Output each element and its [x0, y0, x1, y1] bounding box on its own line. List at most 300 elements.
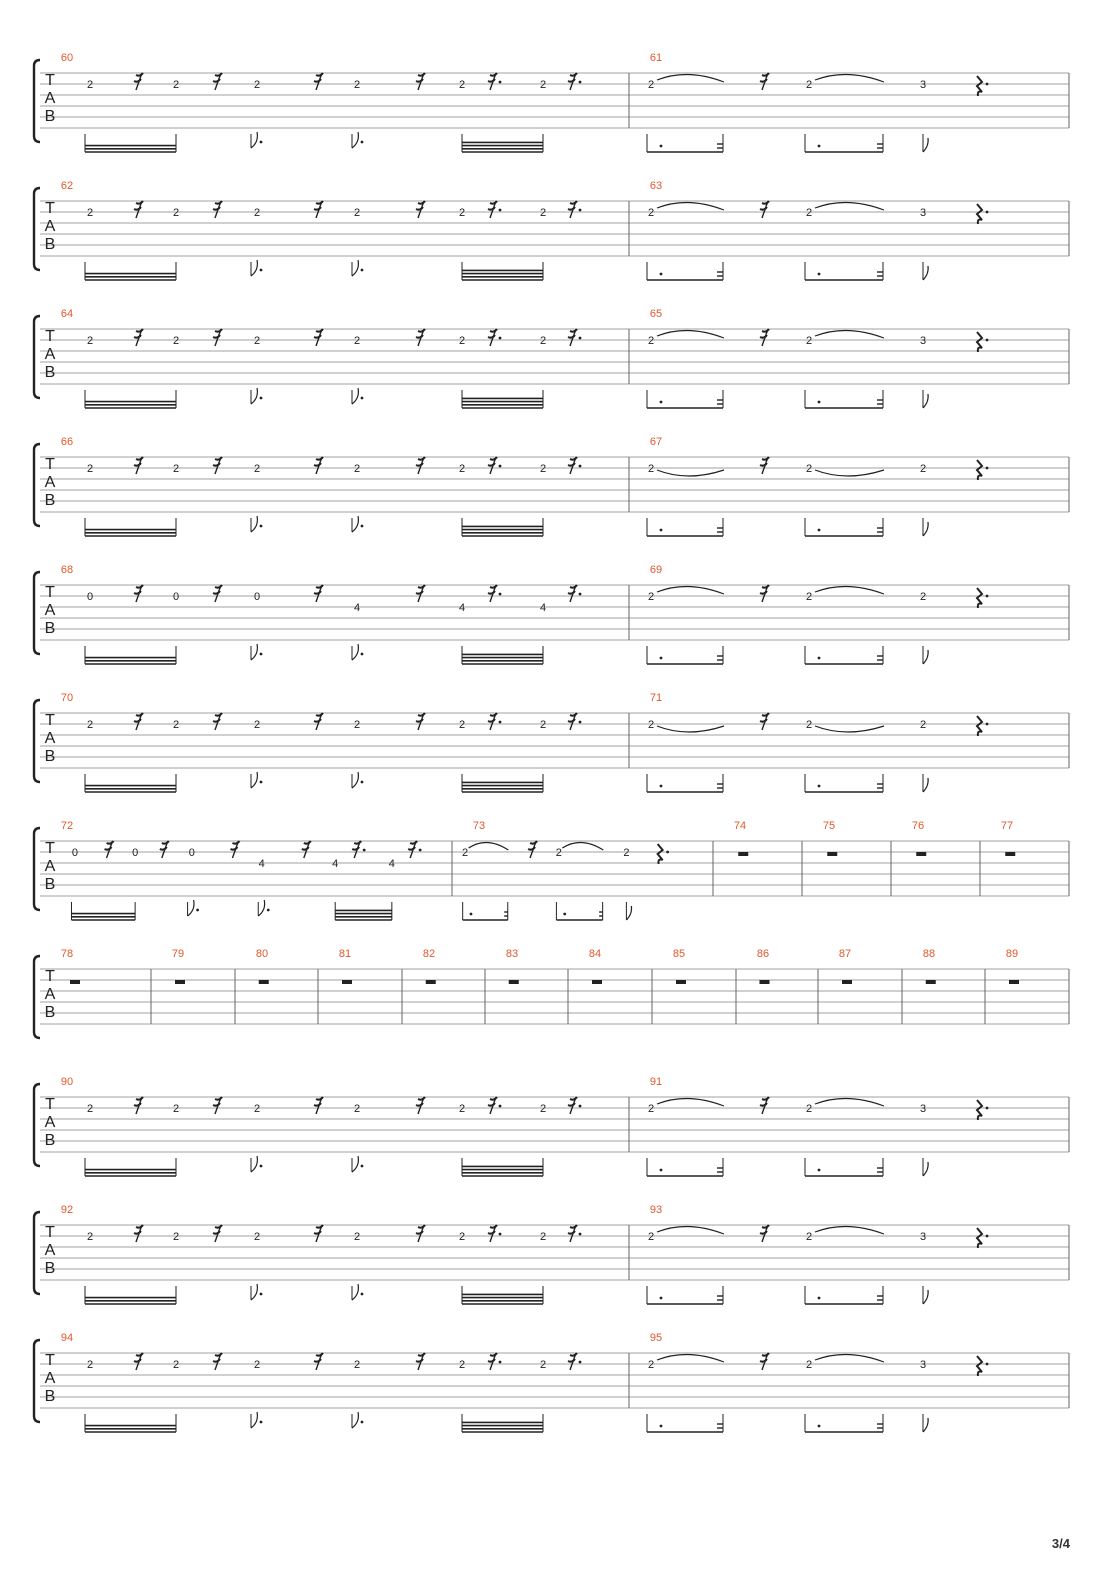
fret-number: 2: [172, 1231, 180, 1243]
tie-arc: [657, 1226, 724, 1234]
tab-system: [34, 436, 1069, 536]
fret-number: 2: [647, 1103, 655, 1115]
tab-clef-letter: A: [44, 1242, 56, 1259]
note-flag: [923, 1418, 928, 1432]
tie-arc: [657, 330, 724, 338]
rest-quarter: [977, 1356, 982, 1376]
note-flag: [923, 650, 928, 664]
rest-quarter: [977, 332, 982, 352]
rest-flag: [568, 1103, 575, 1106]
whole-rest: [738, 852, 748, 856]
note-flag: [352, 260, 358, 276]
fret-number: 2: [353, 1103, 361, 1115]
note-dot: [260, 653, 263, 656]
note-flag: [251, 260, 257, 276]
measure-number: 70: [60, 692, 74, 704]
fret-number: 2: [539, 79, 547, 91]
fret-number: 2: [539, 719, 547, 731]
rest-dot: [579, 209, 582, 212]
fret-number: 2: [253, 1231, 261, 1243]
rest-flag: [314, 1359, 321, 1362]
rest-dot: [986, 595, 989, 598]
tab-clef-letter: T: [45, 584, 55, 601]
fret-number: 2: [86, 1359, 94, 1371]
rest-dot: [579, 1105, 582, 1108]
whole-rest: [259, 980, 269, 984]
rest-quarter: [977, 1100, 982, 1120]
rest-dot: [986, 723, 989, 726]
measure: [462, 820, 669, 920]
measure-number: 87: [838, 948, 852, 960]
note-dot: [470, 913, 473, 916]
tab-clef-letter: B: [44, 1260, 56, 1277]
rest-dot: [499, 465, 502, 468]
fret-number: 2: [353, 719, 361, 731]
fret-number: 2: [647, 463, 655, 475]
measure: [172, 948, 185, 984]
note-dot: [260, 1421, 263, 1424]
measure-number: 88: [922, 948, 936, 960]
rest-flag: [488, 719, 495, 722]
tie-arc: [815, 1098, 884, 1106]
fret-number: 3: [919, 1103, 927, 1115]
rest-flag: [134, 1359, 141, 1362]
tie-arc: [815, 1354, 884, 1362]
rest-flag: [134, 79, 141, 82]
rest-flag: [134, 1103, 141, 1106]
tab-clef-letter: B: [44, 236, 56, 253]
fret-number: 2: [86, 79, 94, 91]
measure-number: 91: [649, 1076, 663, 1088]
measure: [823, 820, 837, 856]
rest-flag: [213, 207, 220, 210]
rest-flag: [760, 1231, 767, 1234]
note-dot: [361, 1165, 364, 1168]
fret-number: 2: [647, 591, 655, 603]
fret-number: 2: [353, 1231, 361, 1243]
note-dot: [361, 525, 364, 528]
rest-flag: [568, 207, 575, 210]
note-dot: [660, 1169, 663, 1172]
note-dot: [660, 1297, 663, 1300]
rest-dot: [579, 337, 582, 340]
tab-system: [34, 308, 1069, 408]
fret-number: 2: [458, 719, 466, 731]
rest-dot: [499, 1233, 502, 1236]
tab-clef-letter: T: [45, 328, 55, 345]
tab-clef-letter: A: [44, 602, 56, 619]
rest-flag: [760, 591, 767, 594]
rest-dot: [986, 467, 989, 470]
measure-number: 72: [60, 820, 74, 832]
fret-number: 2: [919, 719, 927, 731]
rest-dot: [666, 851, 669, 854]
note-flag: [258, 900, 264, 916]
whole-rest: [760, 980, 770, 984]
note-flag: [251, 772, 257, 788]
whole-rest: [842, 980, 852, 984]
measure-number: 74: [733, 820, 747, 832]
rest-flag: [416, 463, 423, 466]
tab-clef-letter: A: [44, 346, 56, 363]
measure: [339, 948, 352, 984]
measure-number: 60: [60, 52, 74, 64]
note-dot: [361, 1421, 364, 1424]
rest-dot: [499, 1361, 502, 1364]
measure: [647, 1076, 988, 1176]
fret-number: 2: [805, 1231, 813, 1243]
rest-flag: [488, 1359, 495, 1362]
tab-clef-letter: B: [44, 364, 56, 381]
measure-number: 77: [1000, 820, 1014, 832]
fret-number: 2: [353, 79, 361, 91]
fret-number: 2: [805, 591, 813, 603]
fret-number: 2: [86, 719, 94, 731]
rest-flag: [416, 1103, 423, 1106]
rest-flag: [568, 1231, 575, 1234]
rest-quarter: [977, 716, 982, 736]
note-dot: [267, 909, 270, 912]
note-dot: [660, 657, 663, 660]
rest-quarter: [977, 460, 982, 480]
rest-flag: [408, 847, 415, 850]
fret-number: 2: [353, 335, 361, 347]
note-flag: [352, 1156, 358, 1172]
fret-number: 0: [132, 847, 139, 859]
note-flag: [923, 266, 928, 280]
note-dot: [260, 141, 263, 144]
fret-number: 2: [172, 207, 180, 219]
fret-number: 4: [258, 858, 265, 870]
rest-flag: [314, 591, 321, 594]
note-flag: [923, 522, 928, 536]
note-flag: [251, 644, 257, 660]
fret-number: 2: [253, 335, 261, 347]
tab-clef-letter: B: [44, 748, 56, 765]
fret-number: 2: [253, 79, 261, 91]
rest-flag: [314, 1103, 321, 1106]
fret-number: 2: [172, 335, 180, 347]
fret-number: 2: [253, 207, 261, 219]
rest-flag: [760, 335, 767, 338]
rest-dot: [986, 83, 989, 86]
note-flag: [352, 388, 358, 404]
note-flag: [352, 132, 358, 148]
note-dot: [818, 273, 821, 276]
rest-dot: [499, 81, 502, 84]
measure: [589, 948, 602, 984]
whole-rest: [509, 980, 519, 984]
rest-dot: [499, 721, 502, 724]
tab-clef-letter: T: [45, 840, 55, 857]
tab-clef-letter: A: [44, 90, 56, 107]
fret-number: 2: [458, 1231, 466, 1243]
rest-quarter: [977, 588, 982, 608]
fret-number: 2: [805, 719, 813, 731]
measure: [61, 948, 80, 984]
measure-number: 78: [60, 948, 74, 960]
measure: [647, 436, 988, 536]
fret-number: 4: [353, 602, 361, 614]
rest-flag: [213, 79, 220, 82]
rest-flag: [314, 1231, 321, 1234]
fret-number: 2: [539, 207, 547, 219]
rest-flag: [760, 463, 767, 466]
fret-number: 2: [458, 463, 466, 475]
measure: [923, 948, 936, 984]
measure: [647, 52, 988, 152]
rest-flag: [213, 1231, 220, 1234]
measure: [423, 948, 436, 984]
measure: [734, 820, 748, 856]
rest-dot: [579, 1361, 582, 1364]
tab-clef-letter: T: [45, 1224, 55, 1241]
tab-clef-letter: B: [44, 620, 56, 637]
rest-flag: [568, 719, 575, 722]
note-dot: [818, 145, 821, 148]
rest-dot: [419, 849, 422, 852]
system-bracket: [34, 444, 40, 526]
fret-number: 2: [647, 1359, 655, 1371]
note-flag: [626, 906, 631, 920]
fret-number: 2: [86, 463, 94, 475]
measure: [647, 308, 988, 408]
rest-flag: [568, 591, 575, 594]
measure: [647, 1204, 988, 1304]
fret-number: 4: [458, 602, 466, 614]
note-dot: [361, 1293, 364, 1296]
note-flag: [251, 1156, 257, 1172]
whole-rest: [175, 980, 185, 984]
tie-arc: [815, 586, 884, 594]
note-flag: [352, 644, 358, 660]
note-dot: [361, 397, 364, 400]
note-dot: [260, 397, 263, 400]
rest-flag: [160, 847, 167, 850]
note-dot: [818, 401, 821, 404]
rest-dot: [579, 1233, 582, 1236]
measure: [256, 948, 269, 984]
tie-arc: [657, 726, 724, 732]
fret-number: 0: [188, 847, 195, 859]
rest-quarter: [658, 844, 663, 864]
tie-arc: [815, 202, 884, 210]
measure: [1006, 948, 1019, 984]
rest-flag: [314, 207, 321, 210]
measure-number: 76: [911, 820, 925, 832]
tie-arc: [657, 74, 724, 82]
tab-system: [34, 1076, 1069, 1176]
measure-number: 73: [472, 820, 486, 832]
rest-dot: [579, 465, 582, 468]
note-flag: [923, 138, 928, 152]
tab-clef-letter: T: [45, 1352, 55, 1369]
rest-dot: [986, 211, 989, 214]
rest-flag: [213, 335, 220, 338]
measure-number: 68: [60, 564, 74, 576]
system-bracket: [34, 316, 40, 398]
whole-rest: [827, 852, 837, 856]
tab-clef-letter: T: [45, 72, 55, 89]
rest-flag: [416, 335, 423, 338]
note-dot: [818, 1425, 821, 1428]
note-flag: [923, 1162, 928, 1176]
fret-number: 2: [458, 1103, 466, 1115]
rest-flag: [760, 719, 767, 722]
system-bracket: [34, 700, 40, 782]
measure: [61, 52, 582, 152]
measure-number: 69: [649, 564, 663, 576]
measure: [647, 1332, 988, 1432]
fret-number: 0: [253, 591, 261, 603]
note-flag: [251, 388, 257, 404]
measure: [61, 180, 582, 280]
measure: [647, 692, 988, 792]
note-dot: [660, 529, 663, 532]
note-flag: [352, 1412, 358, 1428]
measure-number: 86: [756, 948, 770, 960]
measure-number: 62: [60, 180, 74, 192]
page-number: 3/4: [1051, 1536, 1070, 1551]
measure-number: 93: [649, 1204, 663, 1216]
tab-clef-letter: T: [45, 712, 55, 729]
system-bracket: [34, 828, 40, 910]
rest-flag: [213, 591, 220, 594]
note-dot: [818, 529, 821, 532]
whole-rest: [592, 980, 602, 984]
fret-number: 2: [539, 335, 547, 347]
tie-arc: [657, 1354, 724, 1362]
fret-number: 2: [919, 591, 927, 603]
rest-flag: [230, 847, 237, 850]
measure-number: 66: [60, 436, 74, 448]
rest-flag: [488, 463, 495, 466]
rest-quarter: [977, 1228, 982, 1248]
fret-number: 2: [805, 207, 813, 219]
measure: [61, 820, 422, 920]
fret-number: 2: [172, 1103, 180, 1115]
fret-number: 2: [86, 335, 94, 347]
note-dot: [260, 781, 263, 784]
fret-number: 2: [458, 1359, 466, 1371]
fret-number: 2: [647, 335, 655, 347]
fret-number: 3: [919, 1231, 927, 1243]
fret-number: 2: [353, 463, 361, 475]
rest-flag: [134, 1231, 141, 1234]
measure: [61, 1076, 582, 1176]
fret-number: 2: [647, 1231, 655, 1243]
rest-flag: [134, 207, 141, 210]
rest-dot: [363, 849, 366, 852]
note-dot: [818, 1297, 821, 1300]
whole-rest: [426, 980, 436, 984]
measure: [839, 948, 852, 984]
rest-dot: [579, 593, 582, 596]
system-bracket: [34, 1212, 40, 1294]
rest-flag: [416, 79, 423, 82]
note-dot: [260, 525, 263, 528]
measure: [61, 436, 582, 536]
rest-flag: [314, 463, 321, 466]
note-dot: [260, 1165, 263, 1168]
rest-flag: [134, 719, 141, 722]
fret-number: 2: [458, 79, 466, 91]
rest-flag: [760, 1359, 767, 1362]
tie-arc: [562, 842, 603, 850]
note-dot: [660, 1425, 663, 1428]
rest-flag: [488, 79, 495, 82]
system-bracket: [34, 60, 40, 142]
fret-number: 2: [461, 847, 469, 859]
rest-flag: [314, 719, 321, 722]
rest-dot: [579, 81, 582, 84]
rest-flag: [314, 79, 321, 82]
measure: [757, 948, 770, 984]
system-bracket: [34, 1340, 40, 1422]
tab-system: [34, 1332, 1069, 1432]
rest-flag: [105, 847, 112, 850]
tie-arc: [469, 842, 509, 850]
fret-number: 2: [805, 1103, 813, 1115]
fret-number: 2: [86, 207, 94, 219]
note-flag: [923, 1290, 928, 1304]
tab-system: [34, 564, 1069, 664]
rest-flag: [134, 463, 141, 466]
system-bracket: [34, 956, 40, 1038]
note-flag: [923, 778, 928, 792]
note-flag: [251, 1284, 257, 1300]
fret-number: 4: [332, 858, 339, 870]
whole-rest: [676, 980, 686, 984]
rest-flag: [760, 1103, 767, 1106]
whole-rest: [916, 852, 926, 856]
note-flag: [352, 772, 358, 788]
tab-clef-letter: A: [44, 730, 56, 747]
tab-clef-letter: T: [45, 456, 55, 473]
rest-dot: [499, 593, 502, 596]
tab-clef-letter: A: [44, 1370, 56, 1387]
fret-number: 2: [647, 207, 655, 219]
fret-number: 2: [805, 463, 813, 475]
fret-number: 2: [253, 719, 261, 731]
rest-flag: [416, 1359, 423, 1362]
fret-number: 3: [919, 207, 927, 219]
rest-dot: [499, 209, 502, 212]
whole-rest: [70, 980, 80, 984]
tab-system: [34, 692, 1069, 792]
rest-flag: [352, 847, 359, 850]
note-flag: [188, 900, 194, 916]
tab-clef-letter: B: [44, 108, 56, 125]
tab-system: [34, 1204, 1069, 1304]
measure-number: 89: [1005, 948, 1019, 960]
rest-flag: [416, 207, 423, 210]
note-dot: [196, 909, 199, 912]
whole-rest: [1009, 980, 1019, 984]
rest-flag: [568, 463, 575, 466]
rest-flag: [213, 1359, 220, 1362]
rest-flag: [760, 207, 767, 210]
system-bracket: [34, 572, 40, 654]
note-flag: [251, 516, 257, 532]
rest-flag: [488, 335, 495, 338]
note-flag: [251, 1412, 257, 1428]
measure: [61, 1332, 582, 1432]
rest-flag: [213, 463, 220, 466]
fret-number: 2: [647, 79, 655, 91]
measure-number: 61: [649, 52, 663, 64]
measure: [647, 180, 988, 280]
